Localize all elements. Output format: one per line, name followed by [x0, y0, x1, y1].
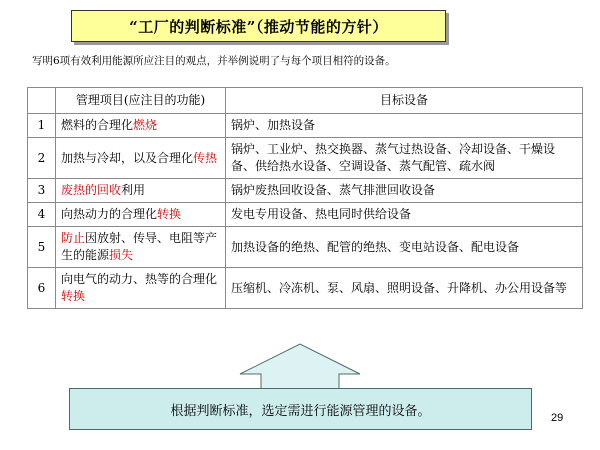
management-table — [27, 87, 583, 309]
row-number: 2 — [28, 138, 56, 179]
row-equipment: 发电专用设备、热电同时供给设备 — [226, 203, 583, 227]
table-row — [28, 114, 583, 138]
slide-title — [71, 10, 446, 42]
item-highlight-text: 传热 — [193, 150, 218, 165]
row-management-item — [56, 203, 226, 227]
slide-subtitle: 写明6项有效利用能源所应注目的观点，并举例说明了与每个项目相符的设备。 — [32, 55, 396, 67]
row-equipment: 加热设备的绝热、配管的绝热、变电站设备、配电设备 — [226, 227, 583, 268]
item-text: 利用 — [121, 183, 146, 197]
table-header-row — [28, 88, 583, 114]
item-highlight-text: 防止 — [61, 231, 86, 245]
slide-title-text: “工厂的判断标准”（推动节能的方针） — [129, 17, 388, 36]
callout-box — [69, 388, 532, 430]
table-row — [28, 138, 583, 179]
item-highlight-text: 转换 — [157, 207, 182, 221]
row-number: 5 — [28, 227, 56, 268]
row-number: 6 — [28, 268, 56, 309]
item-highlight-text: 损失 — [109, 248, 134, 262]
row-management-item — [56, 114, 226, 138]
item-text: 因放射、传导、电阻等产生的能源 — [61, 231, 218, 262]
header-num — [28, 88, 56, 114]
row-equipment: 锅炉、工业炉、热交换器、蒸气过热设备、冷却设备、干燥设备、供给热水设备、空调设备、蒸气配管、疏水阀 — [226, 138, 583, 179]
page-number: 29 — [551, 412, 564, 424]
table-row — [28, 203, 583, 227]
row-management-item — [56, 227, 226, 268]
table-row — [28, 268, 583, 309]
header-equipment: 目标设备 — [226, 88, 583, 114]
management-table-body — [28, 88, 583, 309]
row-management-item — [56, 268, 226, 309]
row-number: 4 — [28, 203, 56, 227]
table-row — [28, 179, 583, 203]
item-highlight-text: 转换 — [61, 289, 86, 303]
row-number: 1 — [28, 114, 56, 138]
item-text: 燃料的合理化 — [61, 118, 134, 132]
item-highlight-text: 燃烧 — [133, 118, 158, 132]
header-item: 管理项目(应注目的功能) — [56, 88, 226, 114]
row-management-item — [56, 138, 226, 179]
row-number: 3 — [28, 179, 56, 203]
row-management-item — [56, 179, 226, 203]
table-row — [28, 227, 583, 268]
row-equipment: 锅炉废热回收设备、蒸气排泄回收设备 — [226, 179, 583, 203]
item-text: 向热动力的合理化 — [61, 207, 158, 221]
item-text: 加热与冷却，以及合理化 — [61, 150, 194, 165]
row-equipment: 压缩机、冷冻机、泵、风扇、照明设备、升降机、办公用设备等 — [226, 268, 583, 309]
callout-text: 根据判断标准，选定需进行能源管理的设备。 — [170, 403, 431, 419]
item-highlight-text: 废热的回收 — [61, 183, 122, 197]
row-equipment: 锅炉、加热设备 — [226, 114, 583, 138]
item-text: 向电气的动力、热等的合理化 — [61, 272, 218, 286]
